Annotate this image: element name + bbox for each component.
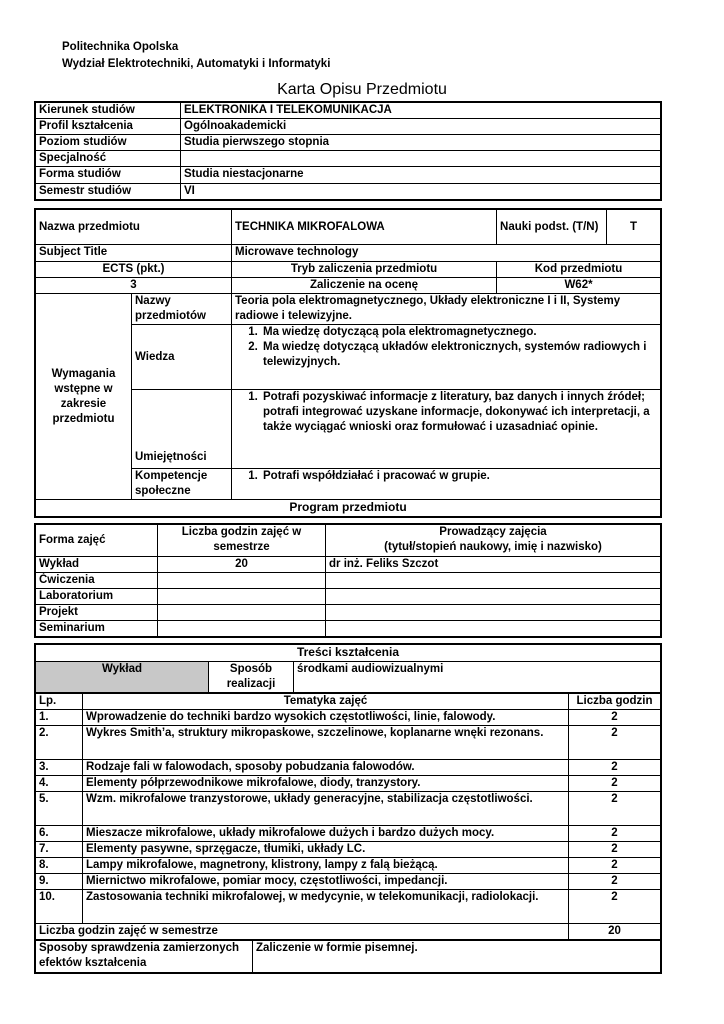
course-name-value: TECHNIKA MIKROFALOWA: [232, 210, 497, 245]
topic-hours: 2: [569, 890, 661, 924]
topic-lp: 10.: [36, 890, 83, 924]
teacher-header-line1: Prowadzący zajęcia: [439, 526, 547, 538]
basic-sciences-value: T: [607, 210, 661, 245]
topic-lp: 6.: [36, 826, 83, 842]
program-hours: [158, 605, 326, 621]
topic-hours: 2: [569, 858, 661, 874]
topic-hours: 2: [569, 842, 661, 858]
requirements-label: Wymagania wstępne w zakresie przedmiotu: [36, 294, 132, 500]
topic-text: Zastosowania techniki mikrofalowej, w medycynie, w telekomunikacji, radiolokacji.: [83, 890, 569, 924]
basic-sciences-label: Nauki podst. (T/N): [497, 210, 607, 245]
skills-item: 1. Potrafi pozyskiwać informacje z literatury, baz danych i innych źródeł; potrafi integrować uzyskane informacje, dokonywać ich interpretacji, a także wyciągać wnioski oraz formułować i uzasadniać opinie.: [261, 390, 657, 435]
mode-label: Tryb zaliczenia przedmiotu: [232, 262, 497, 278]
topic-lp: 8.: [36, 858, 83, 874]
topic-text: Rodzaje fali w falowodach, sposoby pobudzania falowodów.: [83, 760, 569, 776]
program-form: Wykład: [36, 557, 158, 573]
topic-row: [36, 858, 661, 874]
total-hours-label: Liczba godzin zajęć w semestrze: [36, 924, 569, 940]
code-value: W62*: [497, 278, 661, 294]
topic-row: [36, 874, 661, 890]
code-label: Kod przedmiotu: [497, 262, 661, 278]
program-teacher: [326, 573, 661, 589]
knowledge-item: 2. Ma wiedzę dotyczącą układów elektronicznych, systemów radiowych i telewizyjnych.: [261, 340, 657, 370]
verification-value: Zaliczenie w formie pisemnej.: [253, 941, 661, 973]
program-teacher: [326, 589, 661, 605]
program-form: Laboratorium: [36, 589, 158, 605]
page-title: Karta Opisu Przedmiotu: [277, 81, 447, 98]
faculty-name: Wydział Elektrotechniki, Automatyki i Informatyki: [62, 58, 331, 70]
topic-lp: 3.: [36, 760, 83, 776]
method-value: środkami audiowizualnymi: [294, 662, 661, 693]
study-info-value: Studia pierwszego stopnia: [181, 135, 661, 151]
topic-row: [36, 890, 661, 924]
mode-value: Zaliczenie na ocenę: [232, 278, 497, 294]
topic-hours: 2: [569, 826, 661, 842]
content-title: Treści kształcenia: [36, 645, 661, 662]
total-hours-value: 20: [569, 924, 661, 940]
program-hours-header: Liczba godzin zajęć w semestrze: [158, 525, 326, 557]
topic-row: [36, 760, 661, 776]
skills-list: [232, 390, 661, 469]
ects-value: 3: [36, 278, 232, 294]
knowledge-item: 1. Ma wiedzę dotyczącą pola elektromagnetycznego.: [261, 325, 657, 340]
program-teacher: [326, 605, 661, 621]
skills-label: Umiejętności: [132, 390, 232, 469]
lp-header: Lp.: [36, 694, 83, 710]
course-name-label: Nazwa przedmiotu: [36, 210, 232, 245]
topic-header: Tematyka zajęć: [83, 694, 569, 710]
study-info-value: Studia niestacjonarne: [181, 167, 661, 184]
method-label: Sposób realizacji: [209, 662, 294, 693]
verification-label: Sposoby sprawdzenia zamierzonych efektów kształcenia: [36, 941, 253, 973]
social-list: [232, 469, 661, 500]
program-row: [36, 621, 661, 637]
program-hours: [158, 621, 326, 637]
study-info-row: [36, 151, 661, 167]
subject-title-label: Subject Title: [36, 245, 232, 262]
topic-hours: 2: [569, 776, 661, 792]
study-info-table: [34, 101, 662, 201]
topic-text: Elementy półprzewodnikowe mikrofalowe, diody, tranzystory.: [83, 776, 569, 792]
topic-lp: 5.: [36, 792, 83, 826]
program-form-header: Forma zajęć: [36, 525, 158, 557]
topic-text: Wykres Smith’a, struktury mikropaskowe, szczelinowe, koplanarne wnęki rezonans.: [83, 726, 569, 760]
program-title: Program przedmiotu: [36, 500, 661, 517]
prior-courses-value: Teoria pola elektromagnetycznego, Układy elektroniczne I i II, Systemy radiowe i telewizyjne.: [232, 294, 661, 325]
knowledge-list: [232, 325, 661, 390]
program-table: [34, 523, 662, 638]
study-info-row: [36, 135, 661, 151]
social-label: Kompetencje społeczne: [132, 469, 232, 500]
topic-row: [36, 842, 661, 858]
program-row: [36, 605, 661, 621]
content-type: Wykład: [36, 662, 209, 693]
topic-text: Miernictwo mikrofalowe, pomiar mocy, częstotliwości, impedancji.: [83, 874, 569, 890]
topic-hours: 2: [569, 726, 661, 760]
topic-text: Mieszacze mikrofalowe, układy mikrofalowe dużych i bardzo dużych mocy.: [83, 826, 569, 842]
subject-title-value: Microwave technology: [232, 245, 661, 262]
topic-text: Elementy pasywne, sprzęgacze, tłumiki, układy LC.: [83, 842, 569, 858]
topic-hours: 2: [569, 710, 661, 726]
topic-lp: 9.: [36, 874, 83, 890]
topic-text: Wzm. mikrofalowe tranzystorowe, układy generacyjne, stabilizacja częstotliwości.: [83, 792, 569, 826]
study-info-row: [36, 119, 661, 135]
content-table: [34, 643, 662, 974]
study-info-value: ELEKTRONIKA I TELEKOMUNIKACJA: [181, 103, 661, 119]
course-table: [34, 208, 662, 518]
topic-row: [36, 792, 661, 826]
topic-lp: 7.: [36, 842, 83, 858]
program-row: [36, 557, 661, 573]
ects-label: ECTS (pkt.): [36, 262, 232, 278]
topic-lp: 2.: [36, 726, 83, 760]
program-hours: [158, 573, 326, 589]
program-teacher: [326, 621, 661, 637]
social-item: 1. Potrafi współdziałać i pracować w grupie.: [261, 469, 657, 484]
study-info-row: [36, 103, 661, 119]
topic-hours: 2: [569, 792, 661, 826]
topic-row: [36, 726, 661, 760]
program-form: Projekt: [36, 605, 158, 621]
university-name: Politechnika Opolska: [62, 41, 179, 53]
knowledge-label: Wiedza: [132, 325, 232, 390]
study-info-label: Specjalność: [36, 151, 181, 167]
topic-row: [36, 776, 661, 792]
study-info-label: Kierunek studiów: [36, 103, 181, 119]
program-teacher: dr inż. Feliks Szczot: [326, 557, 661, 573]
program-hours: 20: [158, 557, 326, 573]
program-form: Ćwiczenia: [36, 573, 158, 589]
study-info-label: Profil kształcenia: [36, 119, 181, 135]
program-row: [36, 589, 661, 605]
topic-lp: 1.: [36, 710, 83, 726]
program-row: [36, 573, 661, 589]
topic-row: [36, 826, 661, 842]
topic-text: Wprowadzenie do techniki bardzo wysokich częstotliwości, linie, falowody.: [83, 710, 569, 726]
program-teacher-header: [326, 525, 661, 557]
study-info-label: Forma studiów: [36, 167, 181, 184]
study-info-value: Ogólnoakademicki: [181, 119, 661, 135]
study-info-row: [36, 167, 661, 184]
study-info-value: VI: [181, 184, 661, 200]
teacher-header-line2: (tytuł/stopień naukowy, imię i nazwisko): [384, 541, 602, 553]
program-form: Seminarium: [36, 621, 158, 637]
prior-courses-label: Nazwy przedmiotów: [132, 294, 232, 325]
study-info-label: Poziom studiów: [36, 135, 181, 151]
topic-hours: 2: [569, 760, 661, 776]
topic-row: [36, 710, 661, 726]
program-hours: [158, 589, 326, 605]
topic-hours: 2: [569, 874, 661, 890]
topic-text: Lampy mikrofalowe, magnetrony, klistrony, lampy z falą bieżącą.: [83, 858, 569, 874]
topic-hours-header: Liczba godzin: [569, 694, 661, 710]
study-info-value: [181, 151, 661, 167]
topic-lp: 4.: [36, 776, 83, 792]
study-info-row: [36, 184, 661, 200]
study-info-label: Semestr studiów: [36, 184, 181, 200]
